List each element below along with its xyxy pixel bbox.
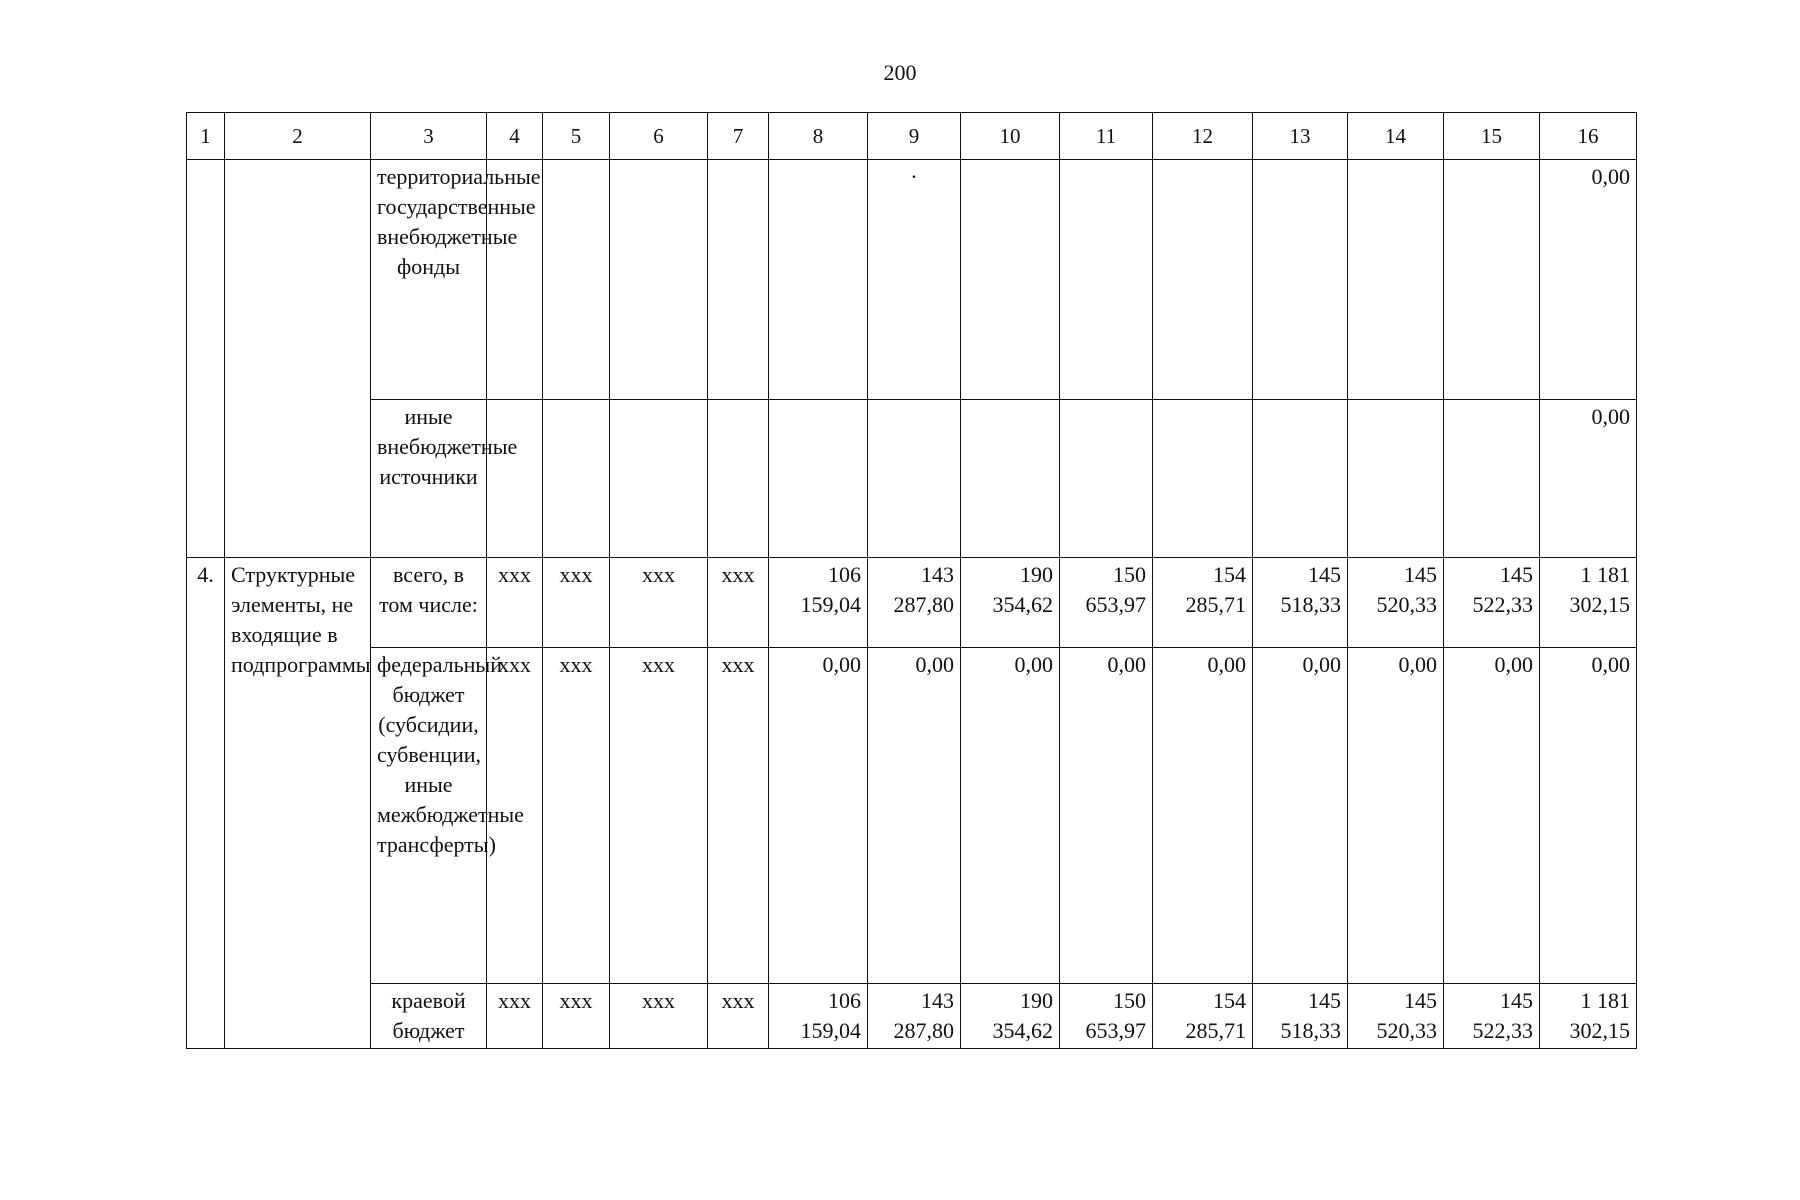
code-cell: ххх	[487, 984, 543, 1049]
amount-cell: 0,00	[1253, 648, 1348, 984]
table-row	[187, 160, 1637, 400]
amount-cell: 0,00	[1348, 648, 1444, 984]
funding-source-cell: краевой бюджет	[371, 984, 487, 1049]
amount-cell: 0,00	[1153, 648, 1253, 984]
code-cell: ххх	[610, 558, 708, 648]
header-row	[187, 113, 1637, 160]
amount-cell: 150 653,97	[1060, 558, 1153, 648]
cell	[1153, 400, 1253, 558]
column-header: 5	[543, 113, 610, 160]
cell	[225, 160, 371, 558]
column-header: 7	[708, 113, 769, 160]
amount-cell: 150 653,97	[1060, 984, 1153, 1049]
cell	[708, 400, 769, 558]
code-cell: ххх	[708, 558, 769, 648]
code-cell: ххх	[610, 984, 708, 1049]
amount-cell: 0,00	[961, 648, 1060, 984]
code-cell: ххх	[543, 648, 610, 984]
cell	[1253, 160, 1348, 400]
cell	[868, 400, 961, 558]
column-header: 3	[371, 113, 487, 160]
funding-source-cell: федеральный бюджет (субсидии, субвенции, иные межбюджетные трансферты)	[371, 648, 487, 984]
column-header: 6	[610, 113, 708, 160]
amount-cell: 145 518,33	[1253, 984, 1348, 1049]
table-row	[187, 648, 1637, 984]
stray-mark: .	[911, 158, 917, 183]
cell	[487, 400, 543, 558]
amount-cell: 0,00	[1060, 648, 1153, 984]
table-row	[187, 558, 1637, 648]
cell	[543, 160, 610, 400]
code-cell: ххх	[708, 984, 769, 1049]
cell	[1060, 400, 1153, 558]
cell	[708, 160, 769, 400]
page-number: 200	[883, 60, 917, 85]
program-name-cell: Структурные элементы, не входящие в подпрограммы	[225, 558, 371, 1049]
table-row	[187, 984, 1637, 1049]
cell	[1348, 160, 1444, 400]
column-header: 12	[1153, 113, 1253, 160]
amount-cell: 143 287,80	[868, 558, 961, 648]
total-cell: 1 181 302,15	[1540, 558, 1637, 648]
funding-source-cell: всего, в том числе:	[371, 558, 487, 648]
cell	[610, 400, 708, 558]
code-cell: ххх	[708, 648, 769, 984]
cell	[1348, 400, 1444, 558]
column-header: 13	[1253, 113, 1348, 160]
amount-cell: 0,00	[1444, 648, 1540, 984]
amount-cell: 0,00	[769, 648, 868, 984]
column-header: 1	[187, 113, 225, 160]
amount-cell: 145 522,33	[1444, 984, 1540, 1049]
total-cell: 0,00	[1540, 400, 1637, 558]
cell	[769, 160, 868, 400]
code-cell: ххх	[543, 558, 610, 648]
cell	[1253, 400, 1348, 558]
column-header: 9	[868, 113, 961, 160]
column-header: 8	[769, 113, 868, 160]
cell	[1444, 400, 1540, 558]
cell	[610, 160, 708, 400]
cell	[769, 400, 868, 558]
amount-cell: 106 159,04	[769, 984, 868, 1049]
amount-cell: 143 287,80	[868, 984, 961, 1049]
code-cell: ххх	[543, 984, 610, 1049]
amount-cell: 190 354,62	[961, 558, 1060, 648]
column-header: 4	[487, 113, 543, 160]
budget-table	[186, 112, 1637, 1049]
table-row	[187, 400, 1637, 558]
column-header: 11	[1060, 113, 1153, 160]
cell	[961, 160, 1060, 400]
amount-cell: 154 285,71	[1153, 984, 1253, 1049]
cell	[1153, 160, 1253, 400]
code-cell: ххх	[487, 558, 543, 648]
cell	[868, 160, 961, 400]
amount-cell: 154 285,71	[1153, 558, 1253, 648]
amount-cell: 190 354,62	[961, 984, 1060, 1049]
code-cell: ххх	[487, 648, 543, 984]
cell	[187, 160, 225, 558]
amount-cell: 145 518,33	[1253, 558, 1348, 648]
amount-cell: 145 520,33	[1348, 558, 1444, 648]
row-number-cell: 4.	[187, 558, 225, 1049]
cell	[961, 400, 1060, 558]
code-cell: ххх	[610, 648, 708, 984]
column-header: 14	[1348, 113, 1444, 160]
funding-source-cell: территориальные государственные внебюджетные фонды	[371, 160, 487, 400]
total-cell: 1 181 302,15	[1540, 984, 1637, 1049]
amount-cell: 145 520,33	[1348, 984, 1444, 1049]
cell	[1444, 160, 1540, 400]
column-header: 2	[225, 113, 371, 160]
total-cell: 0,00	[1540, 648, 1637, 984]
funding-source-cell: иные внебюджетные источники	[371, 400, 487, 558]
column-header: 10	[961, 113, 1060, 160]
column-header: 15	[1444, 113, 1540, 160]
column-header: 16	[1540, 113, 1637, 160]
total-cell: 0,00	[1540, 160, 1637, 400]
amount-cell: 0,00	[868, 648, 961, 984]
amount-cell: 106 159,04	[769, 558, 868, 648]
cell	[1060, 160, 1153, 400]
amount-cell: 145 522,33	[1444, 558, 1540, 648]
cell	[543, 400, 610, 558]
